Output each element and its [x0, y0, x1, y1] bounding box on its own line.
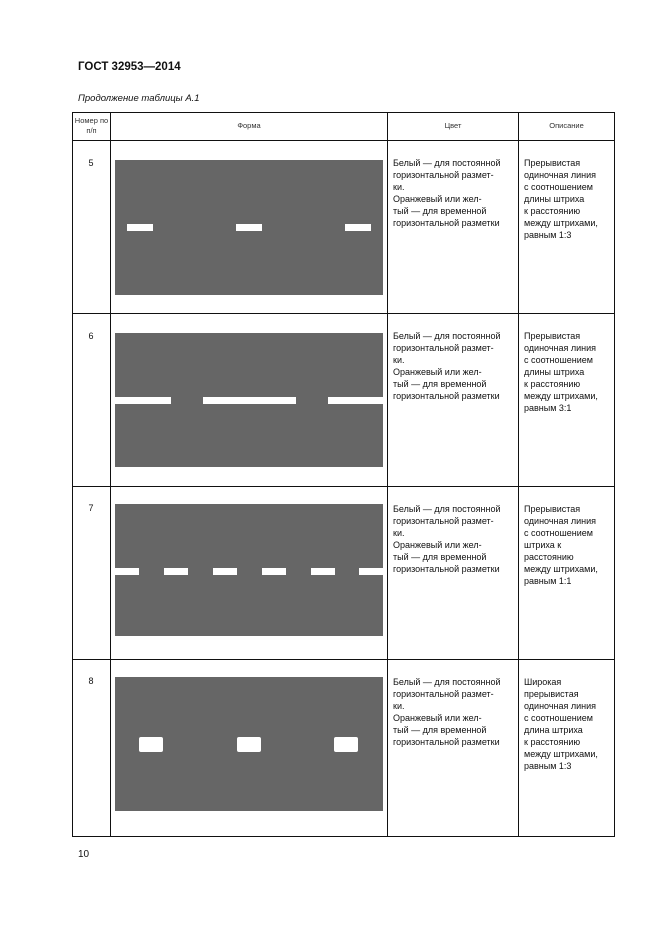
text-line: горизонтальной разметки [393, 564, 500, 574]
row-number: 7 [88, 503, 94, 513]
column-header-number: Номер по п/п [74, 116, 109, 135]
road-marking-diagram [115, 160, 383, 295]
table-border [110, 112, 111, 837]
text-line: Оранжевый или жел- [393, 367, 482, 377]
marking-dash [345, 224, 371, 231]
marking-dash [164, 568, 188, 575]
text-line: Белый — для постоянной [393, 504, 501, 514]
road-marking-diagram [115, 333, 383, 467]
text-line: Прерывистая [524, 331, 581, 341]
text-line: к расстоянию [524, 737, 581, 747]
row-number: 5 [88, 158, 94, 168]
text-line: с соотношением [524, 182, 593, 192]
text-line: длины штриха [524, 367, 585, 377]
marking-dash [213, 568, 237, 575]
text-line: ки. [393, 528, 405, 538]
marking-dash [139, 737, 163, 752]
text-line: горизонтальной размет- [393, 343, 494, 353]
table-border [72, 140, 615, 141]
table-border [72, 313, 615, 314]
row-number: 8 [88, 676, 94, 686]
text-line: Широкая [524, 677, 562, 687]
text-line: между штрихами, [524, 564, 598, 574]
text-line: горизонтальной размет- [393, 516, 494, 526]
marking-dash [311, 568, 335, 575]
text-line: одиночная линия [524, 343, 597, 353]
marking-dash [328, 397, 383, 404]
text-line: равным 3:1 [524, 403, 572, 413]
column-header-description: Описание [549, 121, 584, 130]
marking-dash [127, 224, 153, 231]
text-line: с соотношением [524, 713, 593, 723]
text-line: горизонтальной размет- [393, 689, 494, 699]
marking-dash [262, 568, 286, 575]
text-line: ки. [393, 701, 405, 711]
text-line: ки. [393, 355, 405, 365]
marking-dash [237, 737, 261, 752]
text-line: между штрихами, [524, 391, 598, 401]
table-border [387, 112, 388, 837]
text-line: одиночная линия [524, 170, 597, 180]
text-line: горизонтальной размет- [393, 170, 494, 180]
color-text [393, 330, 501, 402]
text-line: Прерывистая [524, 158, 581, 168]
color-text [393, 503, 501, 575]
description-text [524, 330, 598, 414]
marking-dash [115, 397, 171, 404]
text-line: горизонтальной разметки [393, 391, 500, 401]
page-number: 10 [78, 849, 90, 860]
column-header-color: Цвет [444, 121, 462, 130]
text-line: длины штриха [524, 194, 585, 204]
road-marking-diagram [115, 677, 383, 811]
text-line: одиночная линия [524, 516, 597, 526]
marking-dash [334, 737, 358, 752]
text-line: равным 1:1 [524, 576, 572, 586]
text-line: горизонтальной разметки [393, 218, 500, 228]
marking-dash [359, 568, 383, 575]
text-line: Оранжевый или жел- [393, 713, 482, 723]
marking-dash [115, 568, 139, 575]
table-border [72, 836, 615, 837]
text-line: расстоянию [524, 552, 574, 562]
table-border [72, 112, 73, 837]
color-text [393, 157, 501, 229]
text-line: с соотношением [524, 355, 593, 365]
description-text [524, 157, 598, 241]
color-text [393, 676, 501, 748]
text-line: горизонтальной разметки [393, 737, 500, 747]
road-marking-diagram [115, 504, 383, 636]
text-line: Прерывистая [524, 504, 581, 514]
text-line: к расстоянию [524, 379, 581, 389]
marking-dash [203, 397, 296, 404]
text-line: Оранжевый или жел- [393, 540, 482, 550]
text-line: штриха к [524, 540, 562, 550]
text-line: прерывистая [524, 689, 579, 699]
text-line: между штрихами, [524, 218, 598, 228]
description-text [524, 503, 598, 587]
text-line: тый — для временной [393, 206, 487, 216]
table-border [614, 112, 615, 837]
table-border [72, 659, 615, 660]
text-line: тый — для временной [393, 552, 487, 562]
text-line: между штрихами, [524, 749, 598, 759]
text-line: Оранжевый или жел- [393, 194, 482, 204]
text-line: тый — для временной [393, 725, 487, 735]
row-number: 6 [88, 331, 94, 341]
text-line: ки. [393, 182, 405, 192]
text-line: одиночная линия [524, 701, 597, 711]
text-line: Белый — для постоянной [393, 677, 501, 687]
description-text [524, 676, 598, 772]
text-line: с соотношением [524, 528, 593, 538]
marking-dash [236, 224, 262, 231]
text-line: к расстоянию [524, 206, 581, 216]
document-title: ГОСТ 32953—2014 [78, 61, 181, 73]
table-border [518, 112, 519, 837]
table-caption: Продолжение таблицы А.1 [78, 93, 200, 104]
text-line: длина штриха [524, 725, 583, 735]
text-line: Белый — для постоянной [393, 158, 501, 168]
column-header-form: Форма [237, 121, 261, 130]
text-line: равным 1:3 [524, 761, 572, 771]
text-line: равным 1:3 [524, 230, 572, 240]
table-border [72, 486, 615, 487]
text-line: тый — для временной [393, 379, 487, 389]
text-line: Белый — для постоянной [393, 331, 501, 341]
